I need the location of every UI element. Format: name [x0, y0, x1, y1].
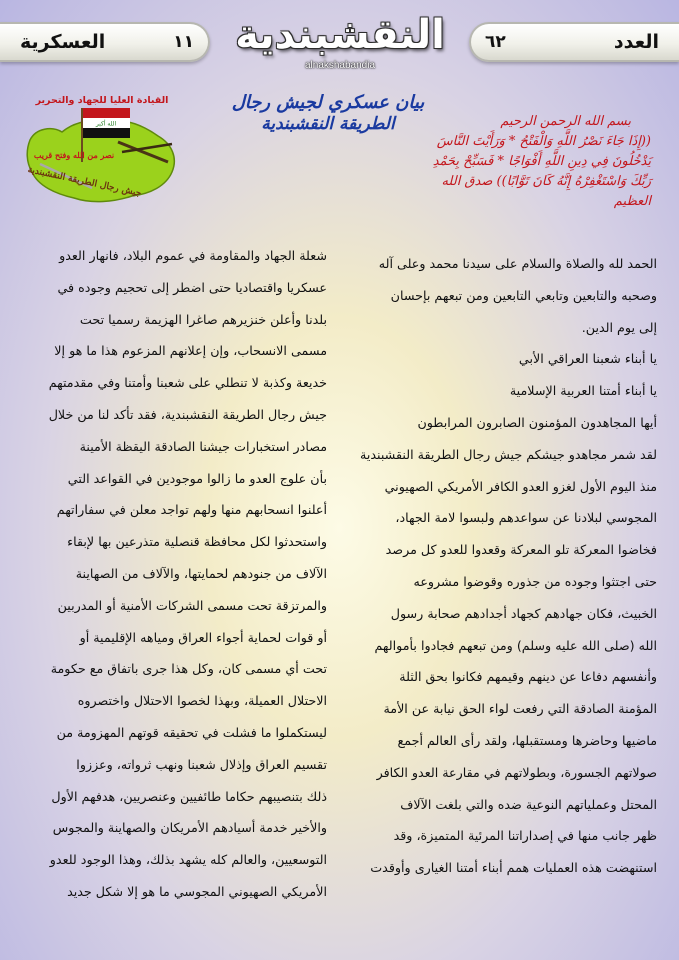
article-line: إلى يوم الدين. — [581, 319, 657, 335]
issue-number: ٦٢ — [485, 32, 506, 52]
logo-bottom-caption: جيش رجال الطريقة النقشبندية — [26, 165, 143, 199]
logo-top-caption: القيادة العليا للجهاد والتحرير — [35, 95, 169, 106]
article-line: شعلة الجهاد والمقاومة في عموم البلاد، فانهار العدو — [59, 248, 327, 263]
article-line: الاحتلال العميلة، وبهذا لخصوا الاحتلال واختصروه — [77, 693, 327, 709]
article-line: عسكريا واقتصاديا حتى اضطر إلى تحجيم وجوده في — [57, 279, 327, 295]
article-line: مصادر استخبارات جيشنا الصادقة اليقظة الأمينة — [79, 438, 327, 454]
article-line: الأمريكي الصهيوني المجوسي ما هو إلا شكل جديد — [67, 883, 327, 899]
article-line: وأنفسهم دفاعا عن دينهم وقيمهم فكانوا بحق الثلة — [399, 669, 657, 685]
article-line: والمرتزقة تحت مسمى الشركات الأمنية أو المدربين — [57, 597, 327, 613]
article-line: الآلاف من جنودهم لحمايتها، والآلاف من الصهاينة — [75, 565, 327, 581]
article-line: حتى اجتثوا وجوده من جذوره وقوضوا مشروعه — [413, 573, 657, 589]
article-line: المؤمنة الصادقة التي رفعت لواء الحق نيابة عن الأمة — [383, 701, 657, 717]
article-line: المحتل وعملياتهم النوعية ضده والتي بلغت الآلاف — [400, 796, 657, 812]
verse-line: يَدْخُلُونَ فِي دِينِ اللَّهِ أَفْوَاجًا * فَسَبِّحْ بِحَمْدِ — [432, 154, 651, 169]
article-line: الخبيث، فكان جهادهم كجهاد أجدادهم صحابة رسول — [390, 605, 657, 621]
article-line: تقسيم العراق وإذلال شعبنا ونهب ثرواته، وعززوا — [76, 756, 327, 772]
article-line: بأن علوج العدو ما زالوا موجودين في القواعد التي — [67, 470, 327, 486]
section-badge — [0, 22, 210, 62]
article-line: فخاضوا المعركة تلو المعركة وقعدوا للعدو كل مرصد — [385, 542, 657, 558]
verse-line: ((إِذَا جَاءَ نَصْرُ اللَّهِ وَالْفَتْحُ * وَرَأَيْتَ النَّاسَ — [436, 134, 651, 149]
masthead-url: alnakshabandia — [304, 60, 376, 71]
article-line: يا أبناء شعبنا العراقي الأبي — [518, 351, 657, 367]
article-line: واستحدثوا لكل محافظة قنصلية متذرعين بها لإبقاء — [67, 534, 327, 550]
article-line: خديعة وكذبة لا تنطلي على شعبنا وأمتنا وفي مقدمتهم — [48, 375, 327, 391]
article-line: ظهر جانب منها في إصداراتنا المرئية المتميزة، وقد — [393, 828, 657, 844]
masthead-title: النقشبندية — [235, 12, 445, 58]
army-logo — [22, 92, 182, 210]
statement-title-line1: بيان عسكري لجيش رجال — [231, 92, 425, 113]
article-line: بلدنا وأعلن خنزيرهم صاغرا الهزيمة رسميا تحت — [79, 311, 327, 327]
article-line: الله (صلى الله عليه وسلم) ومن تبعهم فجادوا بأموالهم — [374, 637, 657, 653]
article-column-left — [19, 240, 327, 908]
article-line: صولاتهم الجسورة، وبطولاتهم في مقارعة العدو الكافر — [376, 764, 657, 780]
article-line: ذلك بتنصيبهم حكاما طائفيين وعنصريين، هدفهم الأول — [51, 788, 327, 804]
masthead — [215, 6, 465, 76]
article-line: أعلنوا انسحابهم منها ولهم تواجد معلن في سفاراتهم — [56, 502, 327, 518]
logo-motto: نصر من الله وفتح قريب — [33, 150, 115, 160]
article-line: لقد شمر مجاهدو جيشكم جيش رجال الطريقة النقشبندية — [360, 446, 657, 462]
page-number: ١١ — [173, 32, 194, 52]
issue-word: العدد — [613, 31, 659, 53]
flag-text: الله أكبر — [95, 120, 117, 128]
article-column-right — [347, 248, 657, 884]
article-line: جيش رجال الطريقة النقشبندية، فقد تأكد لنا من خلال — [48, 406, 327, 422]
article-line: وصحبه والتابعين وتابعي التابعين ومن تبعهم بإحسان — [390, 287, 657, 303]
statement-title-line2: الطريقة النقشبندية — [261, 114, 395, 134]
article-line: ماضيها وحاضرها ومستقبلها، ولقد رأى العالم أجمع — [397, 732, 657, 748]
article-line: والأخير خدمة أسيادهم الأمريكان والصهاينة والمجوس — [52, 820, 327, 836]
article-line: يا أبناء أمتنا العربية الإسلامية — [509, 383, 657, 399]
basmala: بسم الله الرحمن الرحيم — [500, 114, 631, 129]
statement-title — [228, 92, 428, 134]
issue-badge — [469, 22, 679, 62]
article-line: مسمى الانسحاب، وإن إعلانهم المزعوم هذا ما هو إلا — [54, 343, 327, 359]
article-line: منذ اليوم الأول لغزو العدو الكافر الأمريكي الصهيوني — [384, 478, 657, 494]
article-line: المجوسي لبلادنا عن سواعدهم ولبسوا لامة الجهاد، — [395, 510, 657, 526]
article-line: التوسعيين، والعالم كله يشهد بذلك، وهذا الوجود للعدو — [49, 852, 327, 868]
article-line: تحت أي مسمى كان، وكل هذا جرى باتفاق مع حكومة — [50, 661, 327, 677]
article-line: استنهضت هذه العمليات همم أبناء أمتنا الغيارى وأوقدت — [370, 860, 657, 876]
article-line: الحمد لله والصلاة والسلام على سيدنا محمد وعلى آله — [378, 256, 657, 271]
article-line: ليستكملوا ما فشلت في تحقيقه قوتهم المهزومة من — [56, 724, 327, 740]
section-word: العسكرية — [20, 31, 106, 53]
article-line: أو قوات لحماية أجواء العراق ومياهه الإقليمية أو — [79, 629, 327, 645]
article-line: أيها المجاهدون المؤمنون الصابرون المرابطون — [417, 414, 657, 430]
verse-line: رَبِّكَ وَاسْتَغْفِرْهُ إِنَّهُ كَانَ تَوَّابًا)) صدق الله العظيم — [441, 174, 651, 209]
quran-verse — [406, 112, 651, 212]
